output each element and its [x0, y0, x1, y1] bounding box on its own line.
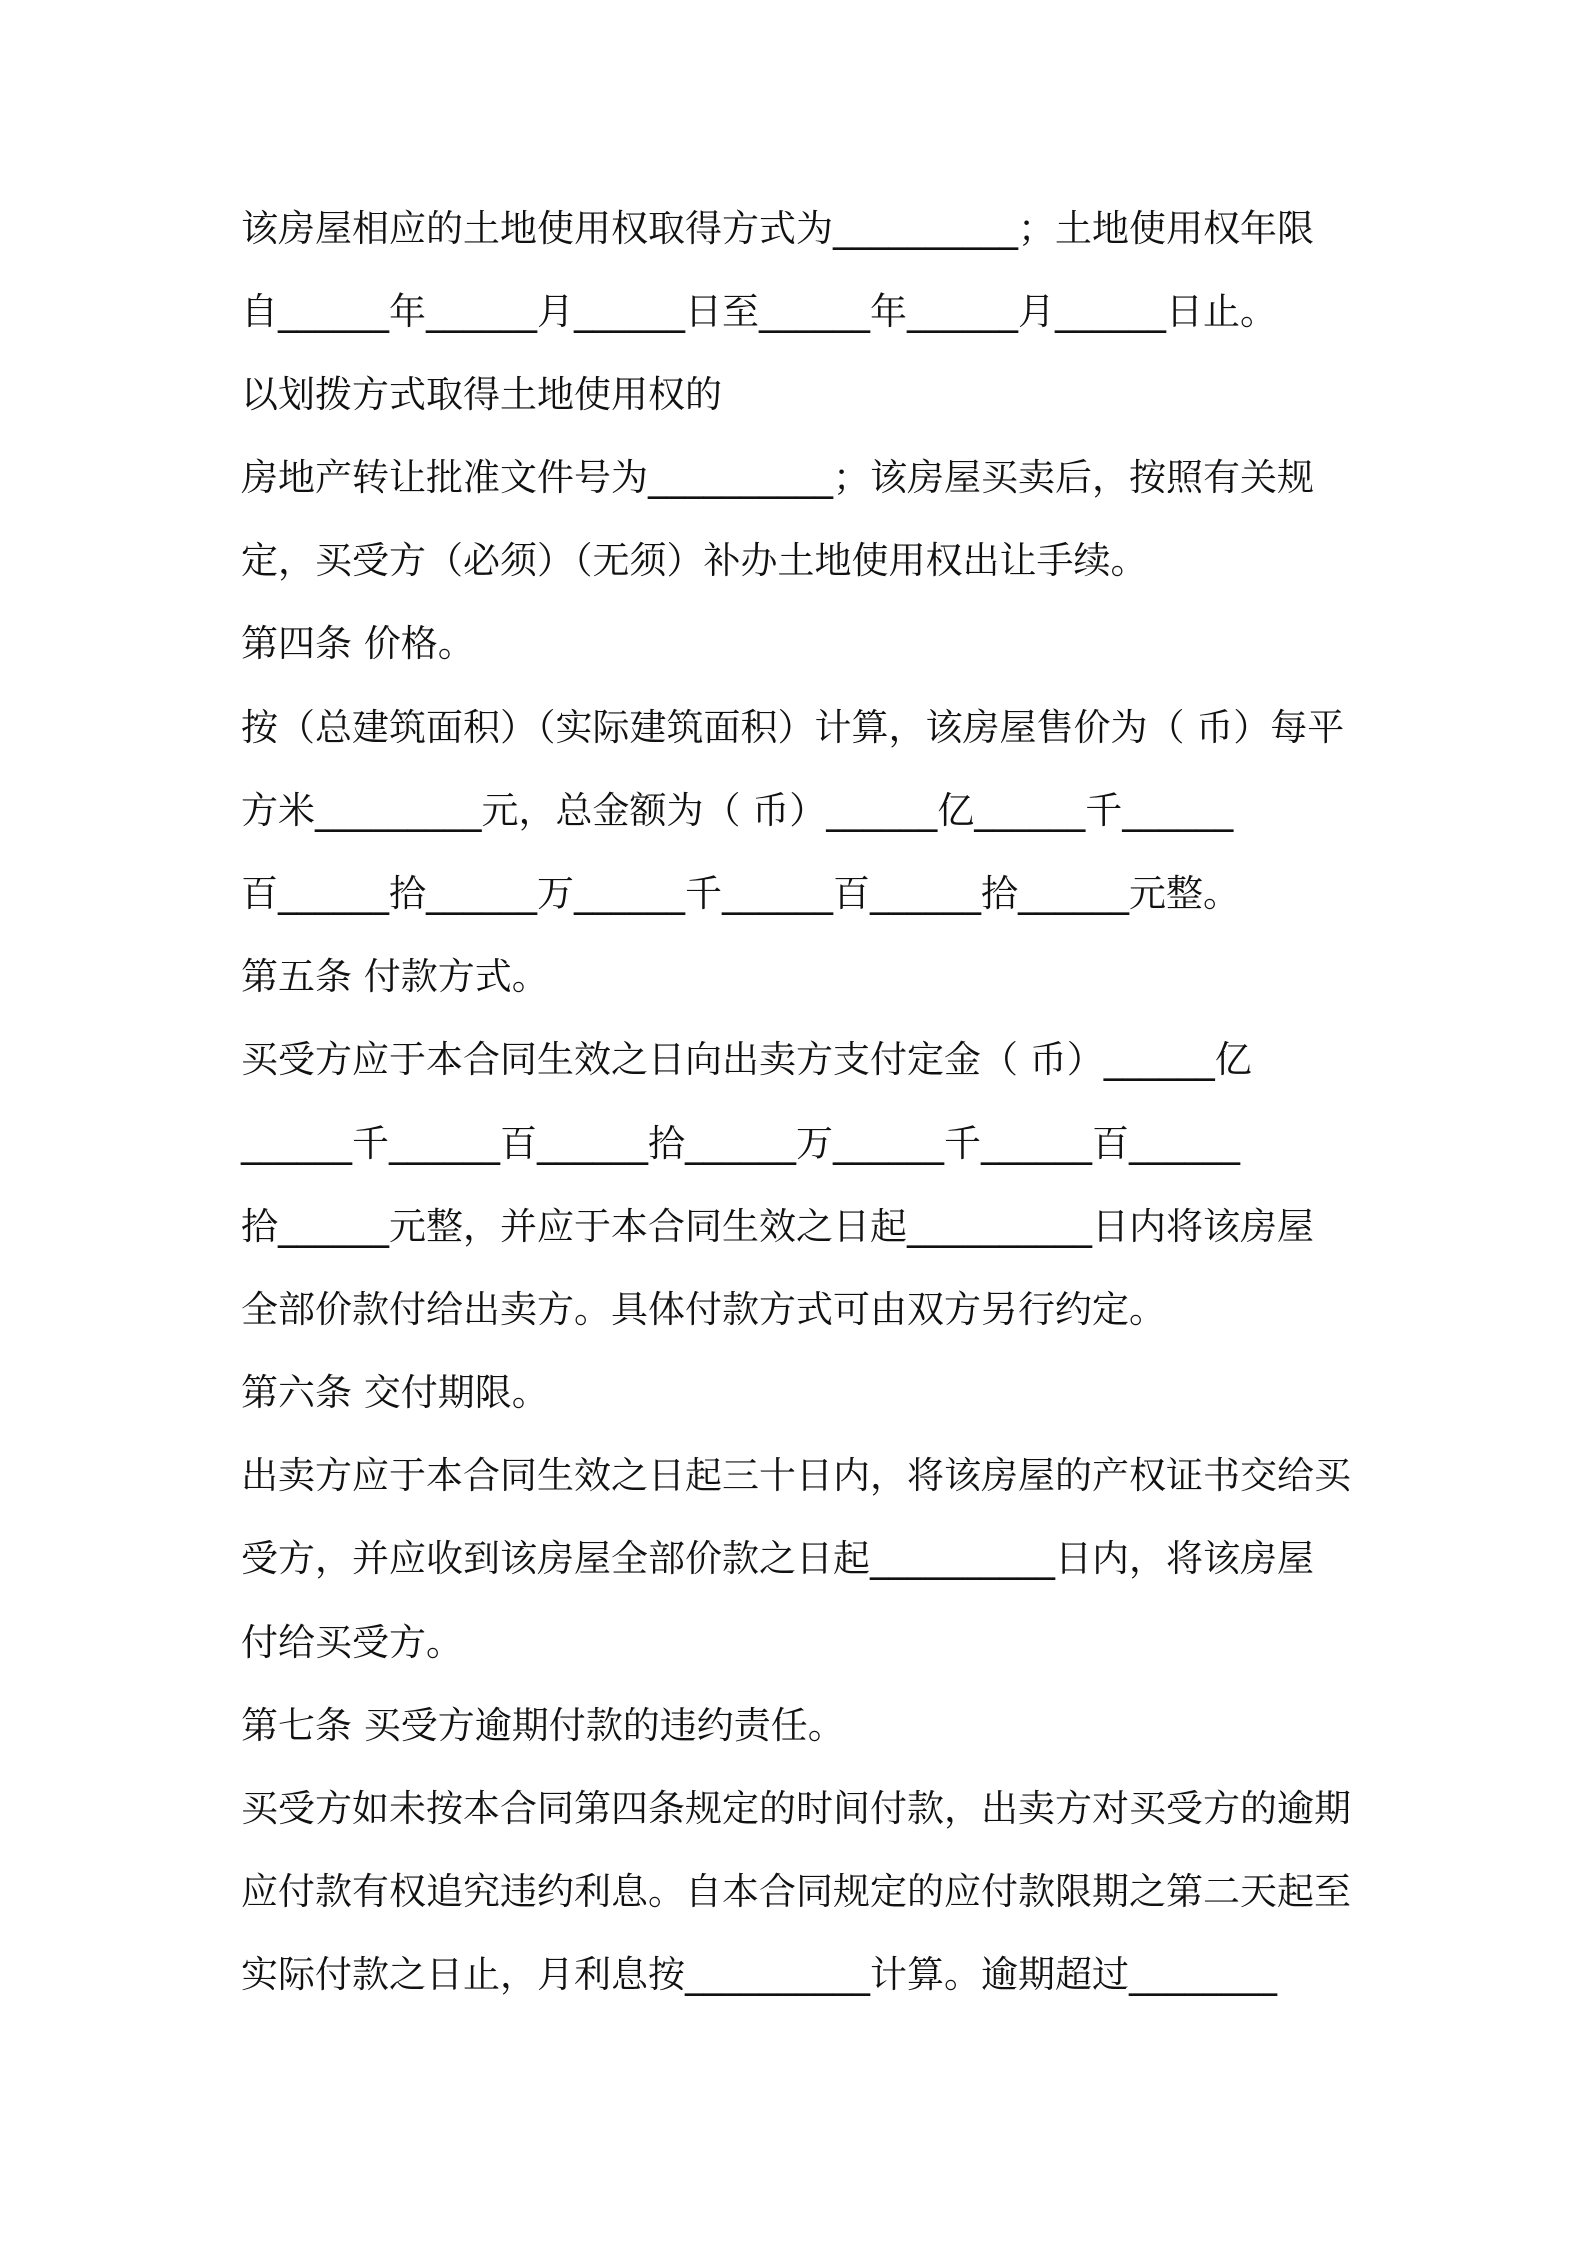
allocated-land-line: 以划拨方式取得土地使用权的	[241, 373, 722, 416]
article-four-heading: 第四条 价格。	[241, 622, 475, 665]
deposit-amount-line: ______千______百______拾______万______千______百______	[241, 1122, 1240, 1165]
approval-document-line: 房地产转让批准文件号为__________；该房屋买卖后，按照有关规	[241, 456, 1314, 499]
house-delivery-line: 受方，并应收到该房屋全部价款之日起__________日内，将该房屋	[241, 1537, 1314, 1580]
certificate-delivery-line: 出卖方应于本合同生效之日起三十日内，将该房屋的产权证书交给买	[241, 1454, 1351, 1497]
payment-method-line: 全部价款付给出卖方。具体付款方式可由双方另行约定。	[241, 1288, 1166, 1331]
article-five-heading: 第五条 付款方式。	[241, 955, 549, 998]
article-seven-heading: 第七条 买受方逾期付款的违约责任。	[241, 1704, 845, 1747]
transfer-procedure-line: 定，买受方（必须）（无须）补办土地使用权出让手续。	[241, 539, 1148, 582]
article-six-heading: 第六条 交付期限。	[241, 1371, 549, 1414]
price-per-square-meter-line: 方米_________元，总金额为（ 币）______亿______千______	[241, 789, 1234, 832]
deposit-line: 买受方应于本合同生效之日向出卖方支付定金（ 币）______亿	[241, 1038, 1252, 1081]
total-amount-line: 百______拾______万______千______百______拾______元整。	[241, 872, 1240, 915]
default-interest-line: 应付款有权追究违约利息。自本合同规定的应付款限期之第二天起至	[241, 1870, 1351, 1913]
delivery-recipient-line: 付给买受方。	[241, 1621, 463, 1664]
payment-deadline-line: 拾______元整，并应于本合同生效之日起__________日内将该房屋	[241, 1205, 1314, 1248]
land-use-acquisition-line: 该房屋相应的土地使用权取得方式为__________；土地使用权年限	[241, 207, 1314, 250]
price-basis-line: 按（总建筑面积）（实际建筑面积）计算，该房屋售价为（ 币）每平	[241, 706, 1345, 749]
land-use-term-line: 自______年______月______日至______年______月______日止。	[241, 290, 1277, 333]
late-payment-line: 买受方如未按本合同第四条规定的时间付款，出卖方对买受方的逾期	[241, 1787, 1351, 1830]
monthly-interest-line: 实际付款之日止，月利息按__________计算。逾期超过________	[241, 1953, 1277, 1996]
